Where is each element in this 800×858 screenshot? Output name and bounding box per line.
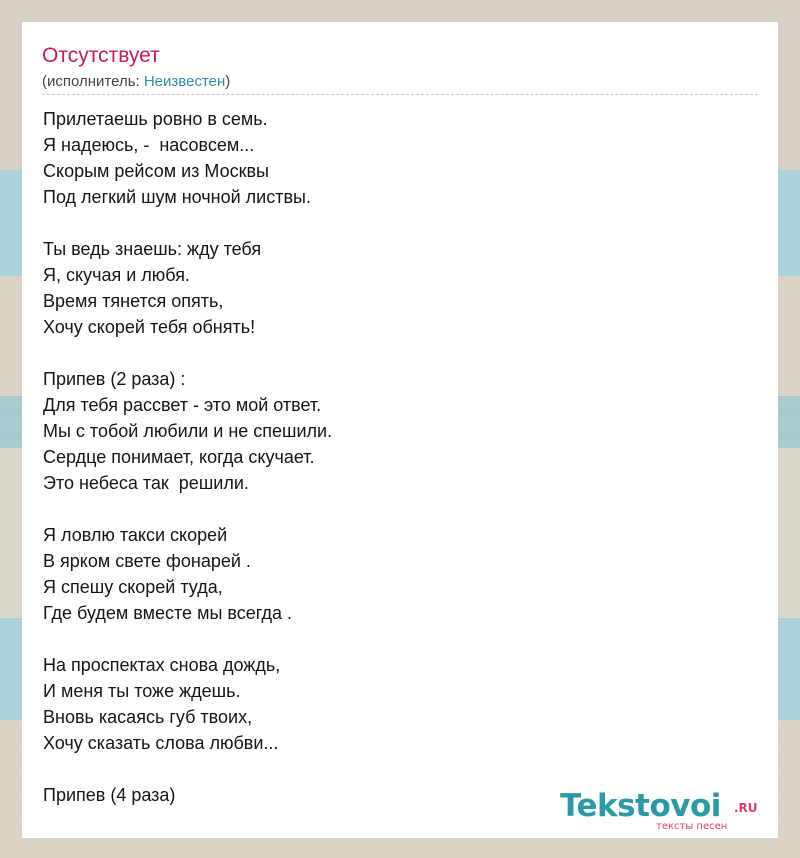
lyrics-card (22, 22, 778, 838)
title-separator (42, 94, 758, 95)
artist-prefix: (исполнитель: (42, 73, 144, 90)
lyrics-text: Прилетаешь ровно в семь. Я надеюсь, - насовсем... Скорым рейсом из Москвы Под легкий шум ночной листвы. Ты ведь знаешь: жду тебя Я, скучая и любя. Время тянется опять, Хочу скорей тебя обнять! Припев (2 раза) : Для тебя рассвет - это мой ответ. Мы с тобой любили и не спешили. Сердце понимает, когда скучает. Это небеса так решили. Я ловлю такси скорей В ярком свете фонарей . Я спешу скорей туда, Где будем вместе мы всегда . На проспектах снова дождь, И меня ты тоже ждешь. Вновь касаясь губ твоих, Хочу сказать слова любви... Припев (4 раза) (43, 109, 333, 805)
artist-suffix: ) (225, 73, 231, 90)
artist-line (42, 73, 230, 90)
song-title: Отсутствует (42, 44, 160, 67)
logo-name: Tekstovoi (560, 788, 721, 824)
site-logo[interactable] (560, 788, 770, 834)
logo-tagline: тексты песен (656, 821, 728, 832)
logo-tld: .RU (734, 801, 758, 815)
artist-link[interactable]: Неизвестен (143, 73, 226, 90)
